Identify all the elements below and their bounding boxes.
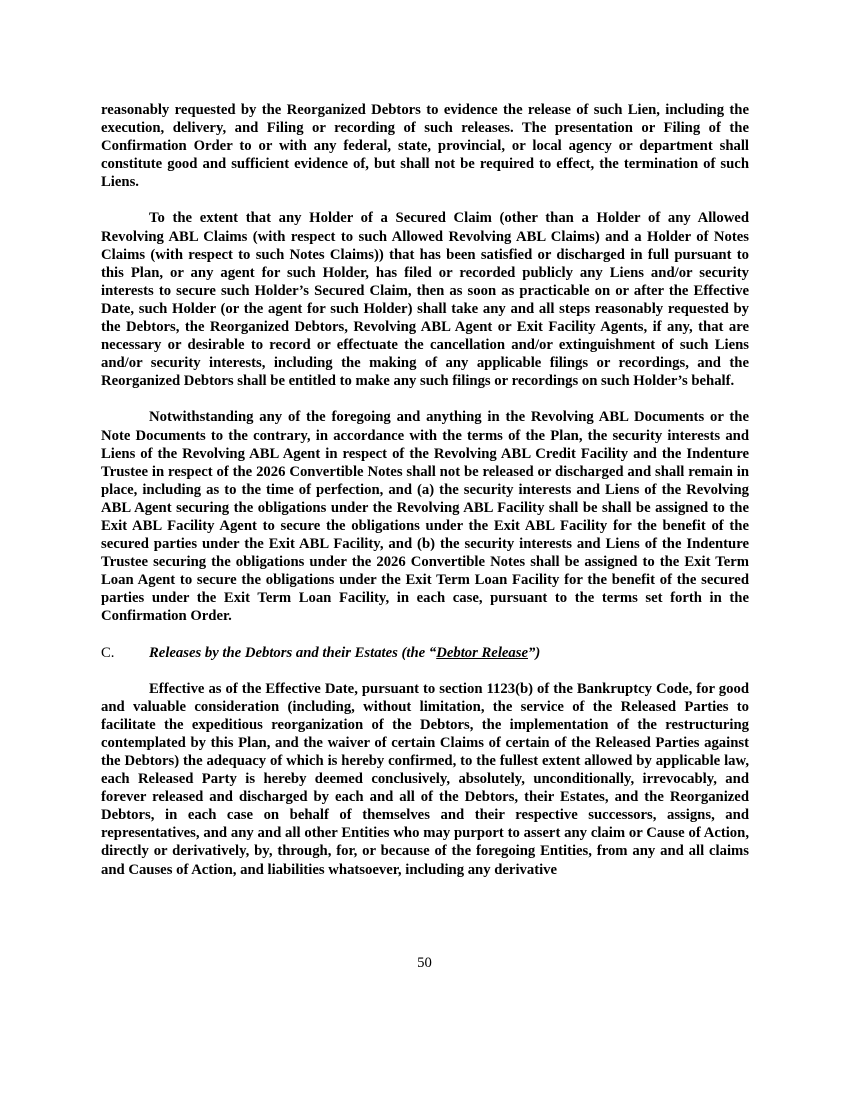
paragraph-spacer [101,662,749,680]
paragraph-debtor-release: Effective as of the Effective Date, pursuant to section 1123(b) of the Bankruptcy Code, for good and valuable consideration (including, without limitation, the service of the Released Parties to facilitate the expeditious reorganization of the Debtors, the implementation of the restructuring contemplated by this Plan, and the waiver of certain Claims of certain of the Released Parties against the Debtors) the adequacy of which is hereby confirmed, to the fullest extent allowed by applicable law, each Released Party is hereby deemed conclusively, absolutely, unconditionally, irrevocably, and forever released and discharged by each and all of the Debtors, their Estates, and the Reorganized Debtors, in each case on behalf of themselves and their respective successors, assigns, and representatives, and any and all other Entities who may purport to assert any claim or Cause of Action, directly or derivatively, by, through, for, or because of the foregoing Entities, from any and all claims and Causes of Action, and liabilities whatsoever, including any derivative [101,680,749,878]
defined-term-debtor-release: Debtor Release [436,644,528,661]
section-title [149,644,540,662]
paragraph-spacer [101,191,749,209]
section-letter: C. [101,644,115,661]
section-title-end: ”) [528,644,541,661]
section-title-start: Releases by the Debtors and their Estates (the “ [149,644,437,661]
paragraph-spacer [101,626,749,644]
paragraph-notwithstanding: Notwithstanding any of the foregoing and anything in the Revolving ABL Documents or the Note Documents to the contrary, in accordance with the terms of the Plan, the security interests and Liens of the Revolving ABL Agent in respect of the Revolving ABL Credit Facility and the Indenture Trustee in respect of the 2026 Convertible Notes shall not be released or discharged and shall remain in place, including as to the time of perfection, and (a) the security interests and Liens of the Revolving ABL Agent securing the obligations under the Revolving ABL Facility shall be shall be assigned to the Exit ABL Facility Agent to secure the obligations under the Exit ABL Facility for the benefit of the secured parties under the Exit ABL Facility, and (b) the security interests and Liens of the Indenture Trustee securing the obligations under the 2026 Convertible Notes shall be assigned to the Exit Term Loan Agent to secure the obligations under the Exit Term Loan Facility for the benefit of the secured parties under the Exit Term Loan Facility, in each case, pursuant to the terms set forth in the Confirmation Order. [101,409,749,625]
page-number: 50 [417,955,432,971]
paragraph-secured-claim-liens: To the extent that any Holder of a Secured Claim (other than a Holder of any Allowed Revolving ABL Claims (with respect to such Allowed Revolving ABL Claims) and a Holder of Notes Claims (with respect to such Notes Claims)) that has been satisfied or discharged in full pursuant to this Plan, or any agent for such Holder, has filed or recorded publicly any Liens and/or security interests to secure such Holder’s Secured Claim, then as soon as practicable on or after the Effective Date, such Holder (or the agent for such Holder) shall take any and all steps reasonably requested by the Debtors, the Reorganized Debtors, Revolving ABL Agent or Exit Facility Agents, if any, that are necessary or desirable to record or effectuate the cancellation and/or extinguishment of such Liens and/or security interests, including the making of any applicable filings or recordings, and the Reorganized Debtors shall be entitled to make any such filings or recordings on such Holder’s behalf. [101,210,749,390]
document-page [101,101,749,879]
paragraph-lien-release-continued: reasonably requested by the Reorganized Debtors to evidence the release of such Lien, including the execution, delivery, and Filing or recording of such releases. The presentation or Filing of the Confirmation Order to or with any federal, state, provincial, or local agency or department shall constitute good and sufficient evidence of, but shall not be required to effect, the termination of such Liens. [101,102,749,191]
section-heading [101,644,749,662]
paragraph-spacer [101,390,749,408]
